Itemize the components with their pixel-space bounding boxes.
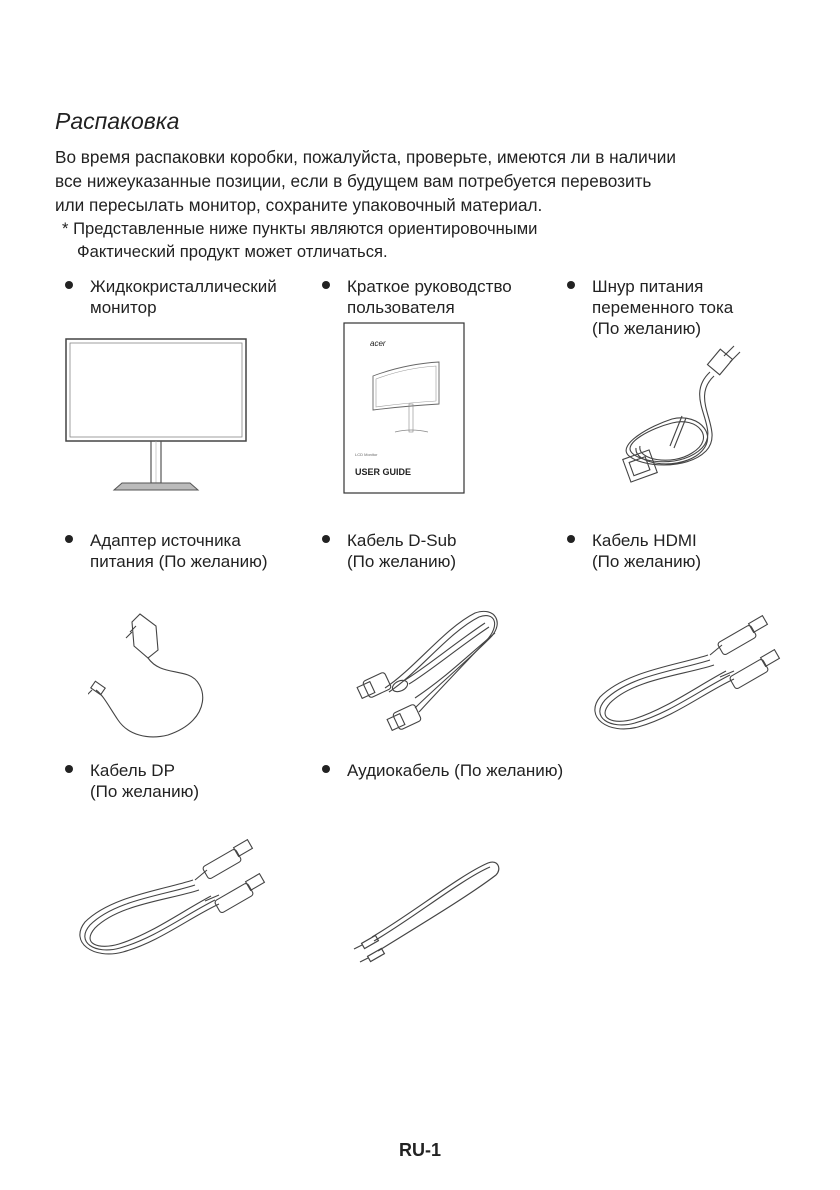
intro-line: или пересылать монитор, сохраните упаковочный материал. — [55, 195, 543, 215]
item-label: (По желанию) — [347, 552, 456, 571]
item-label: (По желанию) — [90, 782, 199, 801]
note-line: Фактический продукт может отличаться. — [77, 242, 388, 261]
item-audio-cable — [322, 760, 563, 781]
item-hdmi-cable — [567, 530, 701, 572]
item-label: Краткое руководство — [347, 277, 512, 296]
bullet-icon — [65, 281, 73, 289]
item-monitor — [65, 276, 277, 318]
guide-label: USER GUIDE — [355, 467, 412, 477]
power-adapter-icon — [88, 610, 213, 745]
hdmi-cable-icon — [590, 605, 785, 740]
note-paragraph — [62, 217, 762, 263]
guide-small-text: LCD Monitor — [355, 452, 378, 457]
item-label: переменного тока — [592, 298, 734, 317]
item-label: пользователя — [347, 298, 455, 317]
guide-brand: acer — [370, 339, 386, 348]
page-number: RU-1 — [398, 1140, 441, 1160]
intro-line: Во время распаковки коробки, пожалуйста, проверьте, имеются ли в наличии — [55, 147, 676, 167]
item-label: Шнур питания — [592, 277, 704, 296]
item-label: Кабель HDMI — [592, 531, 697, 550]
item-dp-cable — [65, 760, 199, 802]
item-label: (По желанию) — [592, 552, 701, 571]
bullet-icon — [322, 281, 330, 289]
bullet-icon — [322, 765, 330, 773]
item-user-guide — [322, 276, 512, 318]
page-title: Распаковка — [55, 108, 180, 134]
item-label: Кабель DP — [90, 761, 175, 780]
monitor-icon — [65, 338, 250, 498]
user-guide-icon — [343, 322, 468, 497]
item-label: Аудиокабель (По желанию) — [347, 761, 564, 780]
audio-cable-icon — [350, 855, 505, 965]
intro-line: все нижеуказанные позиции, если в будущем вам потребуется перевозить — [55, 171, 652, 191]
item-dsub-cable — [322, 530, 456, 572]
bullet-icon — [65, 535, 73, 543]
dsub-cable-icon — [345, 608, 515, 738]
dp-cable-icon — [75, 835, 270, 965]
bullet-icon — [322, 535, 330, 543]
bullet-icon — [567, 535, 575, 543]
item-power-cord — [567, 276, 733, 339]
bullet-icon — [567, 281, 575, 289]
item-label: Кабель D-Sub — [347, 531, 457, 550]
intro-paragraph — [55, 145, 795, 217]
item-power-adapter — [65, 530, 268, 572]
item-label: монитор — [90, 298, 157, 317]
item-label: (По желанию) — [592, 319, 701, 338]
power-cord-icon — [612, 338, 747, 493]
item-label: питания (По желанию) — [90, 552, 268, 571]
bullet-icon — [65, 765, 73, 773]
item-label: Жидкокристаллический — [90, 277, 277, 296]
item-label: Адаптер источника — [90, 531, 241, 550]
note-line: * Представленные ниже пункты являются ориентировочными — [62, 219, 538, 238]
